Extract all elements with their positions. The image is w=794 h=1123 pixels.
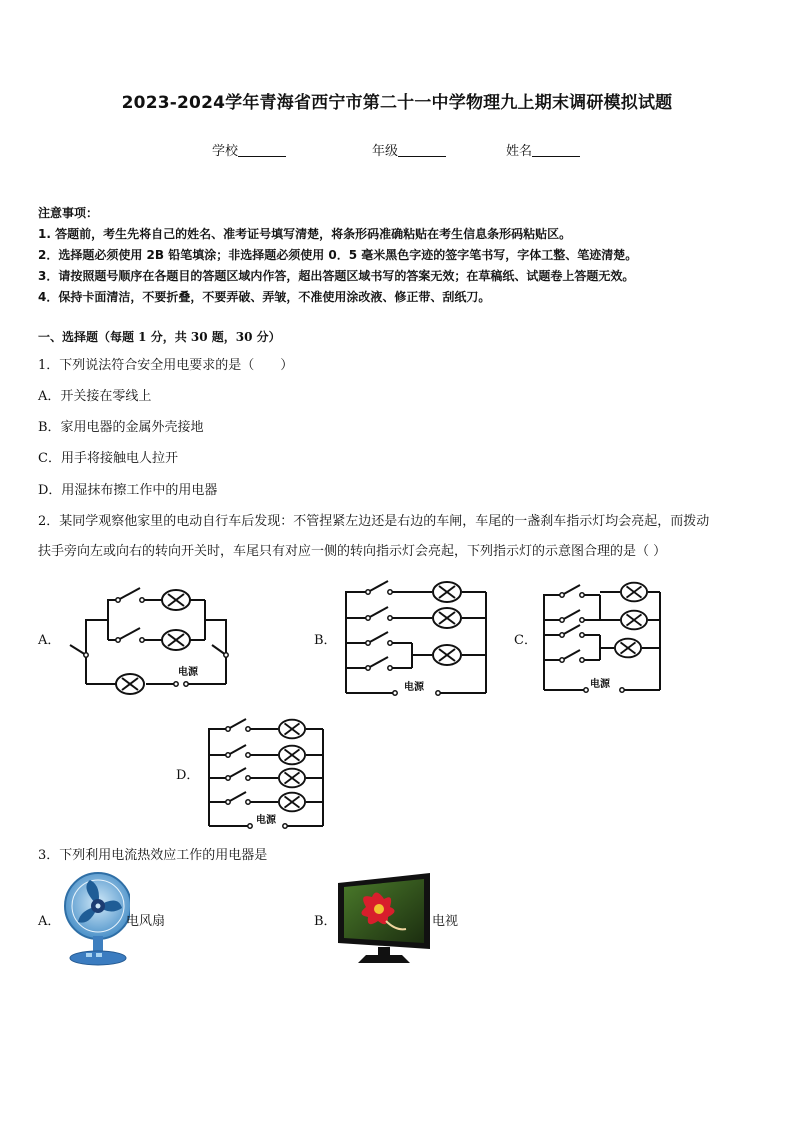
note-item: 2．选择题必须使用 2B 铅笔填涂；非选择题必须使用 0．5 毫米黑色字迹的签字笔书写，字体工整、笔迹清楚。	[38, 248, 638, 262]
power-label-c: 电源	[590, 679, 610, 690]
page-title: 2023-2024学年青海省西宁市第二十一中学物理九上期末调研模拟试题	[121, 93, 673, 113]
q1-option-d[interactable]: D．用湿抹布擦工作中的用电器	[38, 483, 218, 498]
electric-fan-image	[60, 868, 130, 968]
note-item: 1. 答题前，考生先将自己的姓名、准考证号填写清楚，将条形码准确粘贴在考生信息条形码粘贴区。	[38, 227, 572, 241]
q3-option-b-text[interactable]: 电视	[432, 914, 459, 929]
q1-stem: 1．下列说法符合安全用电要求的是（ ）	[38, 358, 294, 373]
q3-label-b[interactable]: B．	[314, 914, 337, 929]
section-heading: 一、选择题（每题 1 分，共 30 题，30 分）	[38, 330, 281, 344]
name-field[interactable]	[506, 140, 580, 159]
school-label: 学校	[212, 144, 239, 159]
note-item: 4．保持卡面清洁，不要折叠，不要弄破、弄皱，不准使用涂改液、修正带、刮纸刀。	[38, 290, 491, 304]
q1-option-a[interactable]: A．开关接在零线上	[38, 389, 152, 404]
q3-label-a[interactable]: A．	[38, 914, 61, 929]
grade-blank[interactable]	[398, 144, 446, 157]
notes-block	[38, 203, 637, 308]
circuit-b	[346, 581, 486, 693]
power-label-d: 电源	[256, 815, 276, 826]
q3-option-a-text[interactable]: 电风扇	[126, 914, 166, 929]
q2-label-d[interactable]: D．	[176, 768, 200, 783]
q2-stem-line1: 2．某同学观察他家里的电动自行车后发现：不管捏紧左边还是右边的车闸，车尾的一盏刹车指示灯均会亮起，而拨动	[38, 514, 710, 529]
q2-stem-line2: 扶手旁向左或向右的转向开关时，车尾只有对应一侧的转向指示灯会亮起，下列指示灯的示意图合理的是（ ）	[38, 544, 667, 559]
school-blank[interactable]	[238, 144, 286, 157]
note-item: 3．请按照题号顺序在各题目的答题区域内作答，超出答题区域书写的答案无效；在草稿纸、试题卷上答题无效。	[38, 269, 635, 283]
q3-stem: 3．下列利用电流热效应工作的用电器是	[38, 848, 268, 863]
grade-field[interactable]	[372, 140, 446, 159]
notes-heading: 注意事项：	[38, 206, 99, 220]
power-label-a: 电源	[178, 667, 198, 678]
grade-label: 年级	[372, 144, 399, 159]
power-label-b: 电源	[404, 682, 424, 693]
q2-label-a[interactable]: A．	[38, 633, 61, 648]
q2-label-c[interactable]: C．	[514, 633, 537, 648]
name-blank[interactable]	[532, 144, 580, 157]
school-field[interactable]	[212, 140, 286, 159]
q1-option-b[interactable]: B．家用电器的金属外壳接地	[38, 420, 204, 435]
q1-option-c[interactable]: C．用手将接触电人拉开	[38, 451, 178, 466]
television-image	[336, 871, 432, 965]
circuit-a	[70, 588, 226, 694]
q2-label-b[interactable]: B．	[314, 633, 337, 648]
circuit-d	[209, 719, 323, 826]
q2-circuits	[0, 570, 794, 840]
name-label: 姓名	[506, 144, 533, 159]
